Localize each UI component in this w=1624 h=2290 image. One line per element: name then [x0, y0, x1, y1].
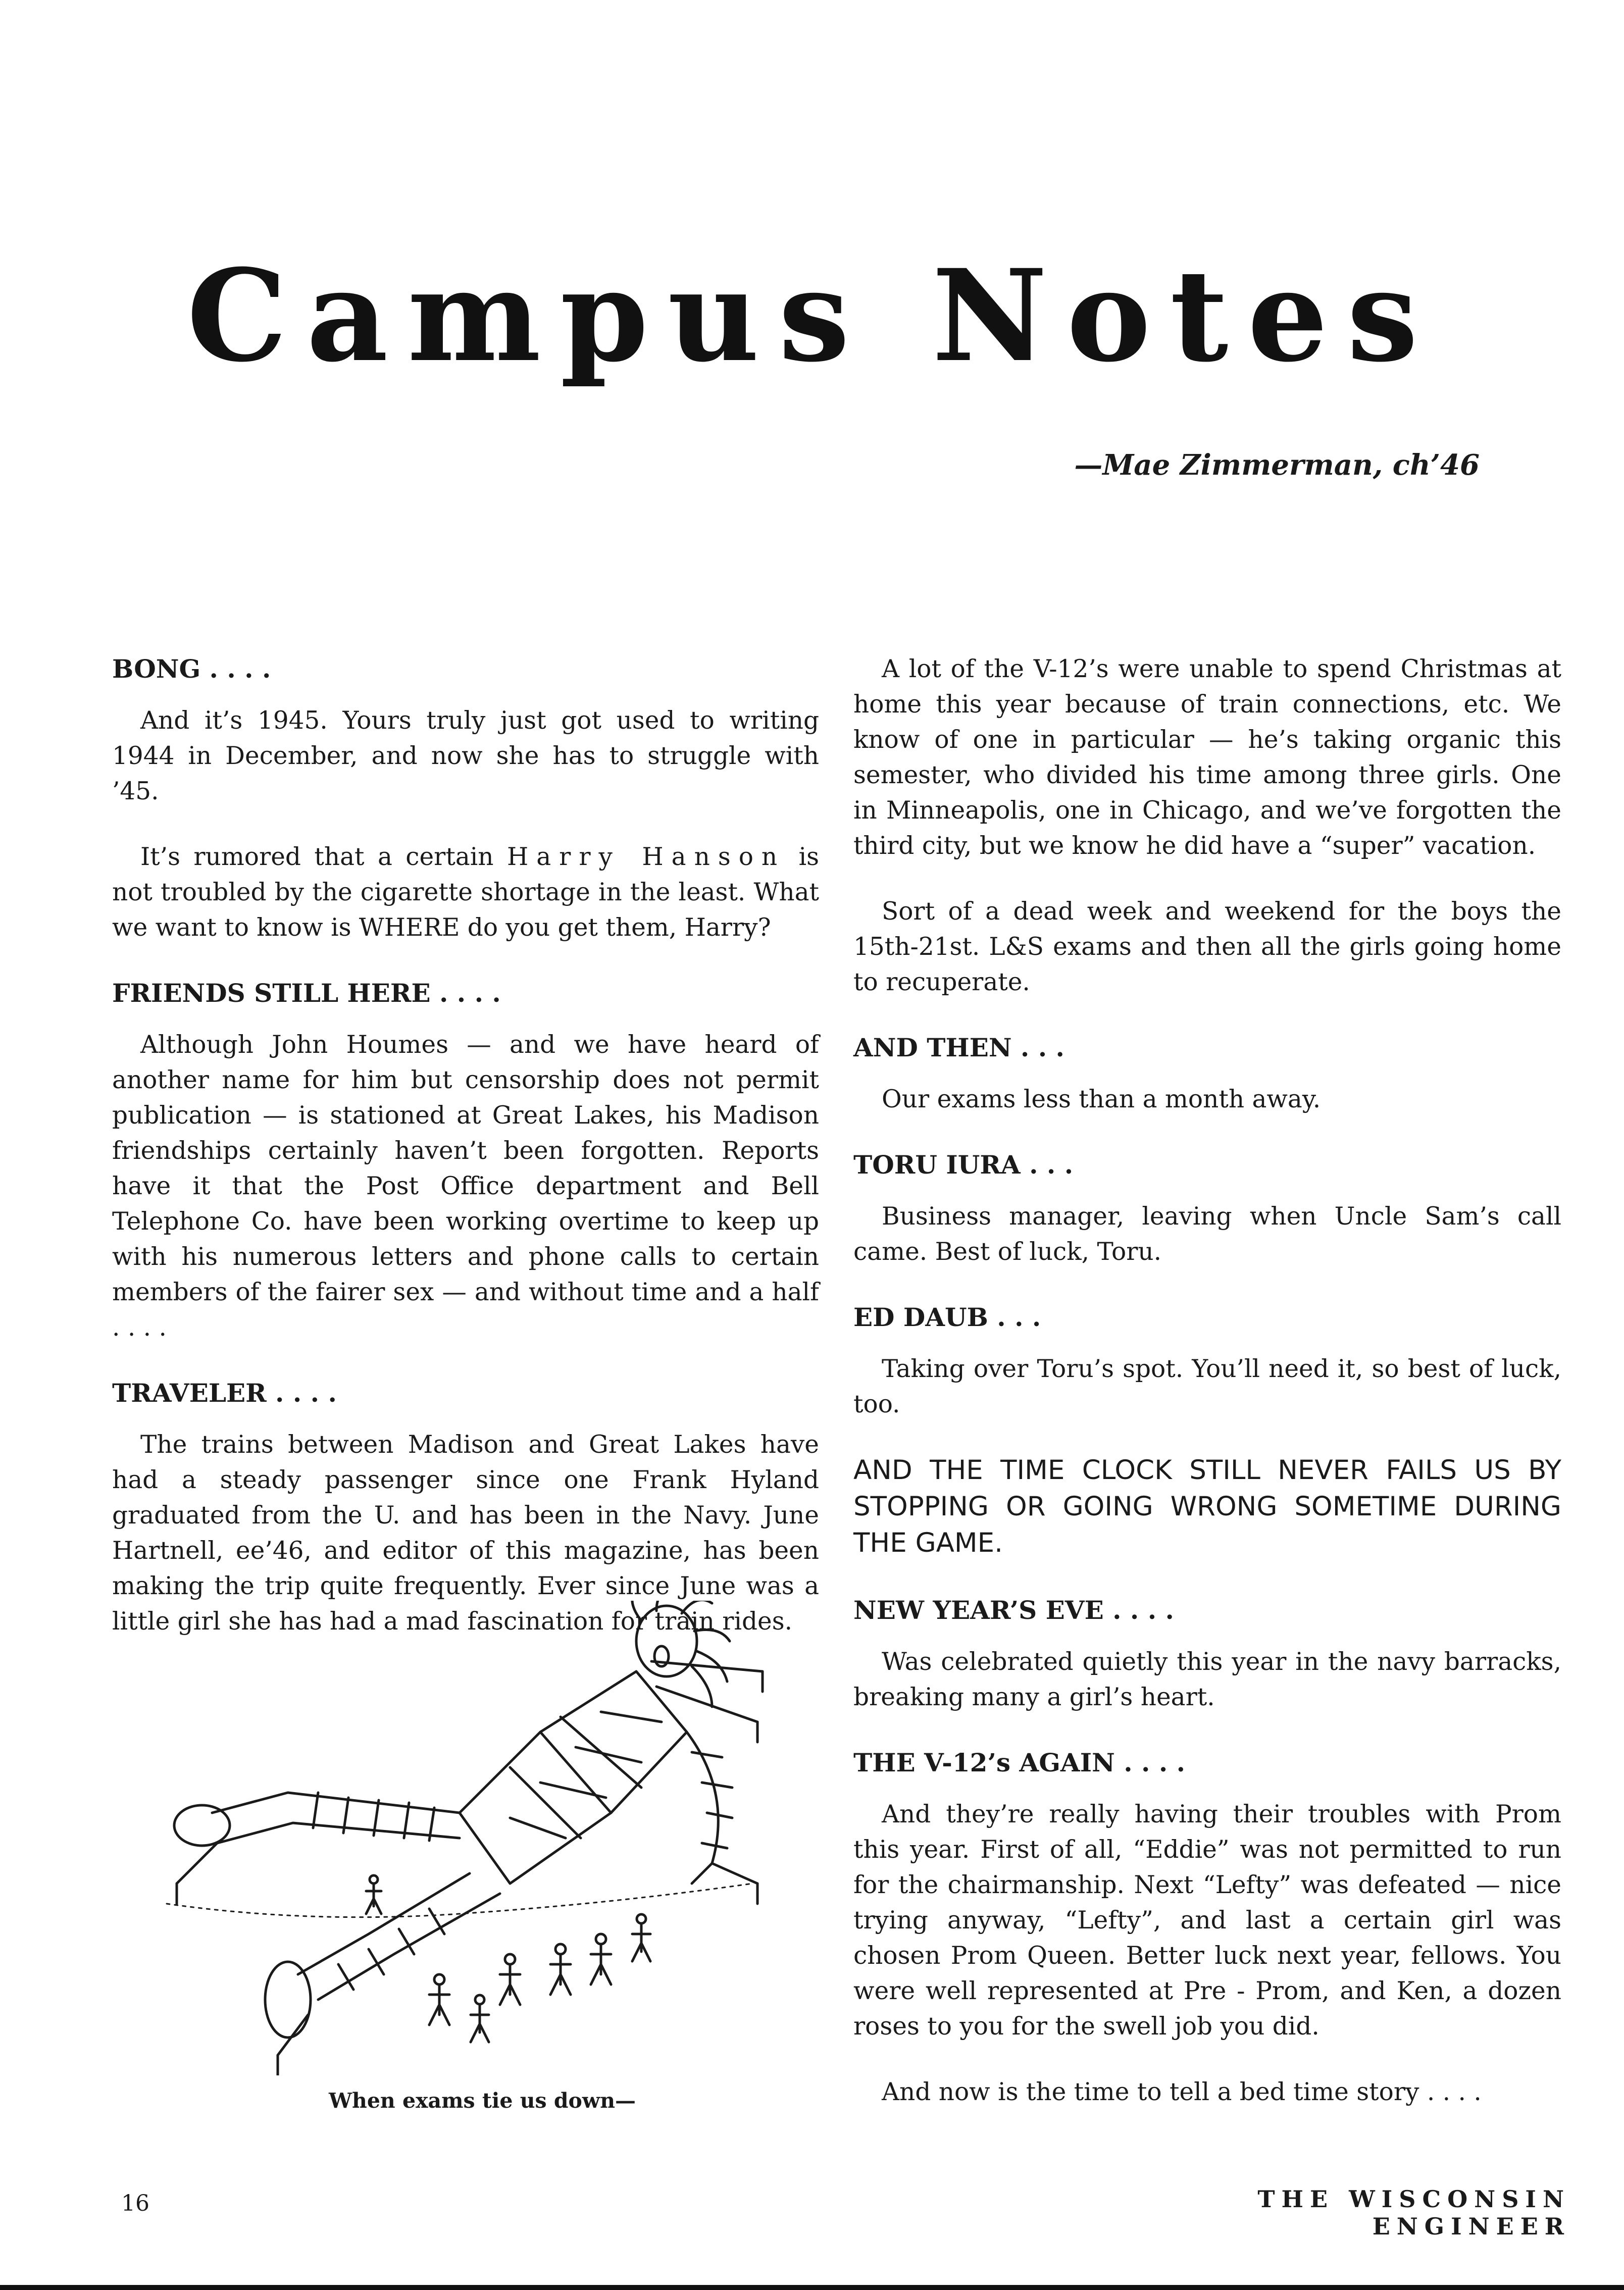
heading-traveler: TRAVELER . . . .	[112, 1378, 337, 1408]
heading-friends: FRIENDS STILL HERE . . . .	[112, 978, 501, 1008]
paragraph: Although John Houmes — and we have heard of another name for him but censorship does not permit publication — is stationed at Great Lakes, his Madison friendships certainly haven’t been forgotten. Reports have it that the Post Office department and Bell Telephone Co. have been working overtime to keep up with his numerous letters and phone calls to certain members of the fairer sex — and without time and a half . . . .	[112, 1031, 819, 1342]
tied-giant-drawing	[157, 1601, 778, 2075]
spaced-name: Harry Hanson	[506, 843, 786, 871]
page-number: 16	[121, 2191, 149, 2216]
paragraph-harry	[112, 839, 819, 945]
heading-ed-daub: ED DAUB . . .	[853, 1302, 1041, 1332]
running-head: THE WISCONSIN ENGINEER	[1257, 2185, 1570, 2240]
paragraph: Sort of a dead week and weekend for the boys the 15th-21st. L&S exams and then all the girls going home to recuperate.	[853, 897, 1561, 996]
illustration-caption: When exams tie us down—	[328, 2089, 636, 2113]
right-column	[853, 651, 1561, 2140]
paragraph: Our exams less than a month away.	[882, 1085, 1321, 1113]
text-fragment: is not troubled by the cigarette shortage in the least. What we want to know is WHERE do you get them, Harry?	[112, 843, 819, 942]
page-title: Campus Notes	[186, 241, 1438, 390]
paragraph: And it’s 1945. Yours truly just got used to writing 1944 in December, and now she has to struggle with ’45.	[112, 706, 819, 805]
paragraph: The trains between Madison and Great Lakes have had a steady passenger since one Frank Hyland graduated from the U. and has been in the Navy. June Hartnell, ee’46, and editor of this magazine, has been making the trip quite frequently. Ever since June was a little girl she has had a mad fascination for train rides.	[112, 1431, 819, 1636]
paragraph: A lot of the V-12’s were unable to spend Christmas at home this year because of train connections, etc. We know of one in particular — he’s taking organic this semester, who divided his time among three girls. One in Minneapolis, one in Chicago, and we’ve forgotten the third city, but we know he did have a “super” vacation.	[853, 655, 1561, 860]
text-fragment: It’s rumored that a certain	[140, 843, 507, 871]
byline: —Mae Zimmerman, ch’46	[1074, 448, 1480, 482]
time-clock-note: AND THE TIME CLOCK STILL NEVER FAILS US BY STOPPING OR GOING WRONG SOMETIME DURING THE GAME.	[853, 1455, 1561, 1558]
paragraph: Was celebrated quietly this year in the navy barracks, breaking many a girl’s heart.	[853, 1648, 1561, 1711]
heading-bong: BONG . . . .	[112, 654, 271, 684]
paragraph: Business manager, leaving when Uncle Sam’s call came. Best of luck, Toru.	[853, 1202, 1561, 1266]
heading-toru: TORU IURA . . .	[853, 1150, 1074, 1180]
heading-and-then: AND THEN . . .	[853, 1033, 1064, 1062]
gulliver-illustration	[157, 1601, 778, 2075]
closing-line: And now is the time to tell a bed time story . . . .	[882, 2078, 1482, 2106]
left-column	[112, 651, 819, 1669]
paragraph: And they’re really having their troubles with Prom this year. First of all, “Eddie” was not permitted to run for the chairmanship. Next “Lefty” was defeated — nice trying anyway, “Lefty”, and last a certain girl was chosen Prom Queen. Better luck next year, fellows. You were well represented at Pre - Prom, and Ken, a dozen roses to you for the swell job you did.	[853, 1800, 1561, 2041]
paragraph: Taking over Toru’s spot. You’ll need it, so best of luck, too.	[853, 1355, 1561, 1418]
heading-new-years-eve: NEW YEAR’S EVE . . . .	[853, 1595, 1174, 1625]
scan-edge	[0, 2285, 1624, 2290]
heading-v12-again: THE V-12’s AGAIN . . . .	[853, 1748, 1186, 1777]
